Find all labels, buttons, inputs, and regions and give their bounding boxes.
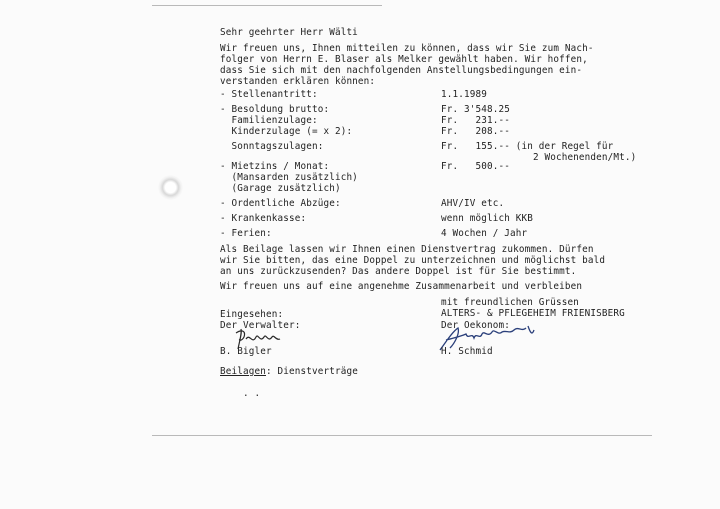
trailing-marks: . . [243, 388, 261, 399]
condition-value: 1.1.1989 [441, 89, 487, 100]
condition-label: - Krankenkasse: [220, 213, 307, 224]
condition-value: Fr. 155.-- (in der Regel für [441, 141, 614, 152]
condition-label: Familienzulage: [220, 115, 318, 126]
right-name: H. Schmid [441, 346, 493, 357]
condition-label: - Mietzins / Monat: [220, 161, 330, 172]
intro-line: verstanden erklären können: [220, 76, 376, 87]
top-rule [152, 5, 382, 6]
left-role: Der Verwalter: [220, 320, 301, 331]
left-name: B. Bigler [220, 346, 272, 357]
condition-value: AHV/IV etc. [441, 198, 505, 209]
seen-label: Eingesehen: [220, 309, 284, 320]
condition-label: (Mansarden zusätzlich) [220, 172, 358, 183]
intro-line: folger von Herrn E. Blaser als Melker gewählt haben. Wir hoffen, [220, 54, 588, 65]
condition-label: - Stellenantritt: [220, 89, 318, 100]
enclosure-text: : Dienstverträge [265, 366, 358, 377]
condition-label: Sonntagszulagen: [220, 141, 324, 152]
right-role: Der Oekonom: [441, 320, 510, 331]
salutation: Sehr geehrter Herr Wälti [220, 27, 358, 38]
condition-value: Fr. 208.-- [441, 126, 510, 137]
condition-value: 4 Wochen / Jahr [441, 228, 528, 239]
intro-line: Wir freuen uns, Ihnen mitteilen zu können, dass wir Sie zum Nach- [220, 43, 594, 54]
punch-hole [158, 175, 183, 200]
enclosure-label: Beilagen [220, 366, 266, 377]
intro-line: dass Sie sich mit den nachfolgenden Anstellungsbedingungen ein- [220, 65, 583, 76]
condition-value: Fr. 231.-- [441, 115, 510, 126]
closing-line: an uns zurückzusenden? Das andere Doppel ist für Sie bestimmt. [220, 266, 577, 277]
bottom-rule [152, 435, 652, 436]
condition-label: Kinderzulage (= x 2): [220, 126, 353, 137]
greeting: mit freundlichen Grüssen [441, 297, 579, 308]
condition-value: wenn möglich KKB [441, 213, 533, 224]
condition-label: - Besoldung brutto: [220, 104, 330, 115]
condition-value: 2 Wochenenden/Mt.) [441, 152, 637, 163]
closing-line: Als Beilage lassen wir Ihnen einen Dienstvertrag zukommen. Dürfen [220, 244, 594, 255]
closing-line: wir Sie bitten, das eine Doppel zu unterzeichnen und möglichst bald [220, 255, 606, 266]
condition-value: Fr. 3'548.25 [441, 104, 510, 115]
enclosure [220, 366, 358, 377]
cooperation-line: Wir freuen uns auf eine angenehme Zusammenarbeit und verbleiben [220, 281, 583, 292]
institution: ALTERS- & PFLEGEHEIM FRIENISBERG [441, 308, 625, 319]
condition-label: - Ordentliche Abzüge: [220, 198, 341, 209]
condition-label: - Ferien: [220, 228, 272, 239]
condition-value: Fr. 500.-- [441, 161, 510, 172]
condition-label: (Garage zusätzlich) [220, 183, 341, 194]
